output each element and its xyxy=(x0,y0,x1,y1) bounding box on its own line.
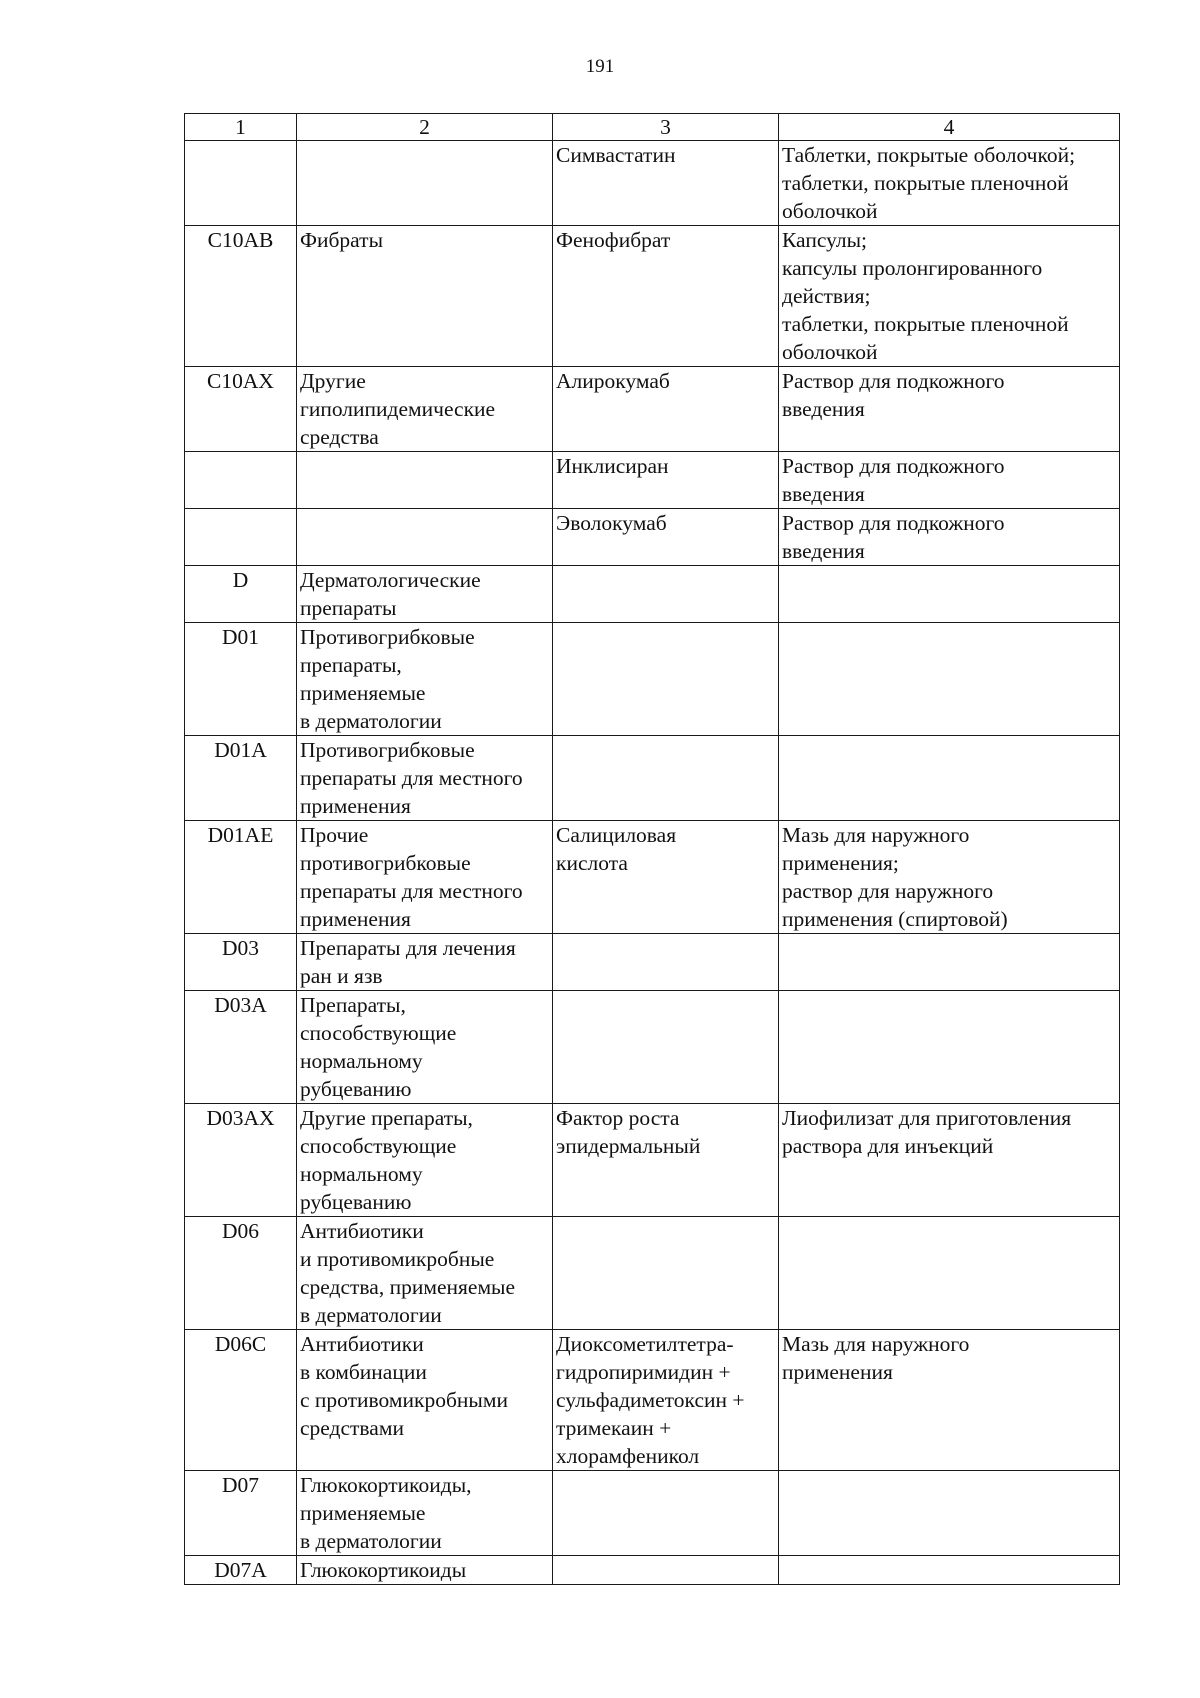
column-header-2: 2 xyxy=(297,114,553,141)
atc-code-cell: D xyxy=(185,566,297,623)
substance-cell xyxy=(553,623,779,736)
table-row xyxy=(185,509,1120,566)
atc-code-cell: D01 xyxy=(185,623,297,736)
substance-cell xyxy=(553,1471,779,1556)
substance-cell xyxy=(553,736,779,821)
dosage-form-cell: Мазь для наружного применения; раствор для наружного применения (спиртовой) xyxy=(779,821,1120,934)
table-row xyxy=(185,623,1120,736)
group-name-cell: Глюкокортикоиды, применяемые в дерматологии xyxy=(297,1471,553,1556)
group-name-cell: Прочие противогрибковые препараты для местного применения xyxy=(297,821,553,934)
table-body xyxy=(185,141,1120,1585)
atc-code-cell: D01AE xyxy=(185,821,297,934)
table-row xyxy=(185,821,1120,934)
dosage-form-cell: Таблетки, покрытые оболочкой; таблетки, покрытые пленочной оболочкой xyxy=(779,141,1120,226)
table-row xyxy=(185,226,1120,367)
substance-cell xyxy=(553,1217,779,1330)
atc-code-cell: D01A xyxy=(185,736,297,821)
group-name-cell: Фибраты xyxy=(297,226,553,367)
atc-code-cell: D03A xyxy=(185,991,297,1104)
dosage-form-cell xyxy=(779,566,1120,623)
group-name-cell: Препараты, способствующие нормальному рубцеванию xyxy=(297,991,553,1104)
table-row xyxy=(185,991,1120,1104)
atc-code-cell: D03 xyxy=(185,934,297,991)
column-header-1: 1 xyxy=(185,114,297,141)
table-header-row xyxy=(185,114,1120,141)
dosage-form-cell: Мазь для наружного применения xyxy=(779,1330,1120,1471)
group-name-cell xyxy=(297,141,553,226)
dosage-form-cell: Раствор для подкожного введения xyxy=(779,367,1120,452)
substance-cell: Диоксометилтетра- гидропиримидин + сульфадиметоксин + тримекаин + хлорамфеникол xyxy=(553,1330,779,1471)
table-row xyxy=(185,367,1120,452)
substance-cell xyxy=(553,566,779,623)
group-name-cell xyxy=(297,509,553,566)
group-name-cell: Антибиотики в комбинации с противомикробными средствами xyxy=(297,1330,553,1471)
substance-cell: Салициловая кислота xyxy=(553,821,779,934)
drug-table xyxy=(184,113,1120,1585)
group-name-cell: Препараты для лечения ран и язв xyxy=(297,934,553,991)
atc-code-cell: C10AX xyxy=(185,367,297,452)
atc-code-cell: D07 xyxy=(185,1471,297,1556)
group-name-cell: Другие гиполипидемические средства xyxy=(297,367,553,452)
group-name-cell: Противогрибковые препараты, применяемые в дерматологии xyxy=(297,623,553,736)
substance-cell: Фенофибрат xyxy=(553,226,779,367)
atc-code-cell: D06 xyxy=(185,1217,297,1330)
substance-cell xyxy=(553,991,779,1104)
dosage-form-cell xyxy=(779,1556,1120,1585)
substance-cell: Инклисиран xyxy=(553,452,779,509)
atc-code-cell xyxy=(185,509,297,566)
substance-cell: Симвастатин xyxy=(553,141,779,226)
group-name-cell: Глюкокортикоиды xyxy=(297,1556,553,1585)
table-row xyxy=(185,452,1120,509)
atc-code-cell xyxy=(185,452,297,509)
table-row xyxy=(185,566,1120,623)
dosage-form-cell xyxy=(779,736,1120,821)
atc-code-cell: D03AX xyxy=(185,1104,297,1217)
substance-cell xyxy=(553,1556,779,1585)
dosage-form-cell xyxy=(779,1471,1120,1556)
dosage-form-cell: Капсулы; капсулы пролонгированного действия; таблетки, покрытые пленочной оболочкой xyxy=(779,226,1120,367)
atc-code-cell: C10AB xyxy=(185,226,297,367)
dosage-form-cell: Раствор для подкожного введения xyxy=(779,509,1120,566)
group-name-cell xyxy=(297,452,553,509)
table-row xyxy=(185,1217,1120,1330)
table-row xyxy=(185,1104,1120,1217)
column-header-4: 4 xyxy=(779,114,1120,141)
table-row xyxy=(185,1471,1120,1556)
substance-cell: Фактор роста эпидермальный xyxy=(553,1104,779,1217)
group-name-cell: Противогрибковые препараты для местного применения xyxy=(297,736,553,821)
group-name-cell: Антибиотики и противомикробные средства, применяемые в дерматологии xyxy=(297,1217,553,1330)
dosage-form-cell: Раствор для подкожного введения xyxy=(779,452,1120,509)
substance-cell: Алирокумаб xyxy=(553,367,779,452)
group-name-cell: Дерматологические препараты xyxy=(297,566,553,623)
table-row xyxy=(185,736,1120,821)
table-row xyxy=(185,1330,1120,1471)
table-row xyxy=(185,934,1120,991)
table-row xyxy=(185,141,1120,226)
substance-cell: Эволокумаб xyxy=(553,509,779,566)
page-number: 191 xyxy=(585,56,615,77)
dosage-form-cell xyxy=(779,991,1120,1104)
dosage-form-cell: Лиофилизат для приготовления раствора для инъекций xyxy=(779,1104,1120,1217)
group-name-cell: Другие препараты, способствующие нормальному рубцеванию xyxy=(297,1104,553,1217)
atc-code-cell: D07A xyxy=(185,1556,297,1585)
dosage-form-cell xyxy=(779,623,1120,736)
substance-cell xyxy=(553,934,779,991)
atc-code-cell: D06C xyxy=(185,1330,297,1471)
dosage-form-cell xyxy=(779,1217,1120,1330)
dosage-form-cell xyxy=(779,934,1120,991)
table-row xyxy=(185,1556,1120,1585)
atc-code-cell xyxy=(185,141,297,226)
column-header-3: 3 xyxy=(553,114,779,141)
